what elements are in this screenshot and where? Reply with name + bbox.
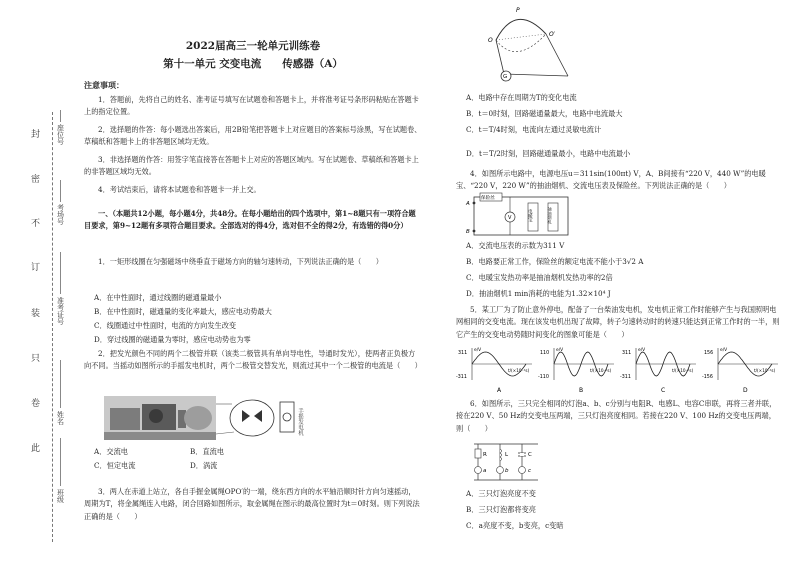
figure-label: 保险丝	[481, 196, 495, 201]
q5-stem: 5．某工厂为了防止意外停电，配备了一台柴油发电机，发电机正常工作时能够产生与我国照明电网相同的交变电流。现在该发电机出现了故障，转子匀速转动时的转速只能达到正常工作时的一半，则它产生的交变电动势随时间变化的图象可能是（ ）	[456, 305, 780, 339]
inductor-icon	[500, 449, 502, 461]
q6-option-a[interactable]: A．三只灯泡亮度不变	[466, 489, 536, 498]
q2-option-d[interactable]: D．涡流	[190, 461, 218, 470]
seal-char: 密	[31, 175, 41, 185]
q1-stem: 1．一矩形线圈在匀强磁场中绕垂直于磁场方向的轴匀速转动，下列说法正确的是（ ）	[98, 257, 383, 266]
field-label-exam-id: 准考证号	[57, 297, 64, 326]
figure-label: O	[488, 37, 493, 44]
section-heading: 一、（本题共12小题，每小题4分，共48分。在每小题给出的四个选项中，第1~8题只有一项符合题目要求，第9~12题有多项符合题目要求。全部选对的得4分，选对但不全的得2分，有选错的得0分）	[84, 209, 416, 231]
q5-graph-label: B	[579, 387, 584, 394]
right-column	[456, 0, 786, 562]
q5-ylabel: e/V	[720, 348, 728, 353]
seal-line	[52, 112, 53, 542]
q4-stem: 4．如图所示电路中，电源电压u＝311sin(100πt) V，A、B间接有“220 V，440 W”的电暖宝、“220 V，220 W”的抽油烟机、交流电压表及保险丝。下列说法正确的是（ ）	[456, 169, 766, 191]
name-field[interactable]	[60, 360, 61, 408]
q5-xlabel: t/(×10⁻²s)	[508, 368, 530, 373]
q6-option-c[interactable]: C．a亮度不变，b变亮，c变暗	[466, 521, 564, 530]
figure-label: a	[483, 468, 487, 474]
q5-xlabel: t/(×10⁻²s)	[754, 368, 776, 373]
figure-label: A	[466, 201, 470, 207]
figure-label: R	[483, 452, 487, 458]
seal-char: 只	[31, 354, 41, 364]
figure-label: b	[505, 468, 509, 474]
lamp-c-icon	[519, 467, 526, 474]
lamp-a-icon	[475, 467, 482, 474]
notice-item: 4．考试结束后，请将本试题卷和答题卡一并上交。	[98, 185, 261, 194]
q5-trough-label: -311	[620, 375, 631, 380]
q6-option-b[interactable]: B．三只灯泡都将变亮	[466, 505, 536, 514]
q2-stem: 2．把发光颜色不同的两个二极管并联（该类二极管具有单向导电性，导通时发光），使两者正负极方向不同。当摇动如图所示的手摇发电机时，两个二极管交替发光，则流过其中一个二极管的电流是（ ）	[84, 349, 422, 371]
seat-field[interactable]	[60, 110, 61, 122]
exam-id-field[interactable]	[60, 252, 61, 294]
seal-char: 封	[31, 130, 41, 140]
q3-stem: 3．两人在赤道上站立，各自手握金属绳OPO′的一端，绕东西方向的水平轴沿顺时针方向匀速摇动，周期为T，将金属绳连入电路，闭合回路如图所示，取金属绳在图示的最高位置时为t＝0时刻。则下列说法正确的是（ ）	[84, 487, 420, 521]
q1-option-a[interactable]: A．在中性面时，通过线圈的磁通量最小	[94, 293, 222, 302]
figure-label: c	[528, 468, 532, 474]
figure-label: L	[505, 452, 509, 458]
q4-circuit	[466, 193, 576, 239]
seal-char: 装	[31, 309, 41, 319]
q4-option-b[interactable]: B．电路要正常工作，保险丝的额定电流不能小于3√2 A	[466, 257, 644, 266]
notice-heading: 注意事项：	[84, 80, 124, 90]
q5-trough-label: -311	[456, 375, 467, 380]
seal-char: 卷	[31, 399, 41, 409]
q3-figure	[476, 4, 586, 84]
q5-xlabel: t/(×10⁻²s)	[590, 368, 612, 373]
q2-option-a[interactable]: A．交流电	[94, 447, 128, 456]
figure-label: G	[503, 74, 508, 80]
left-column	[80, 0, 426, 562]
figure-label: C	[528, 452, 532, 458]
field-label-name: 姓名	[57, 411, 64, 426]
q3-option-b[interactable]: B．t＝0时刻，回路磁通量最大，电路中电流最大	[466, 109, 623, 118]
seal-char: 订	[31, 263, 41, 273]
figure-label: P	[516, 7, 520, 14]
q5-peak-label: 311	[458, 351, 468, 356]
figure-label: V	[508, 215, 512, 221]
q6-stem: 6．如图所示，三只完全相同的灯泡a、b、c分别与电阻R、电感L、电容C串联，再将三者并联，接在220 V、50 Hz的交变电压两端，三只灯泡亮度相同。若接在220 V、100 Hz的交变电压两端，则（ ）	[456, 399, 777, 433]
q4-option-c[interactable]: C．电暖宝发热功率是抽油烟机发热功率的2倍	[466, 273, 613, 282]
q5-peak-label: 311	[622, 351, 632, 356]
schematic-box	[280, 402, 294, 432]
field-label-class: 班级	[57, 489, 64, 504]
notice-item: 1．答题前，先将自己的姓名、准考证号填写在试题卷和答题卡上，并将准考证号条形码粘贴在答题卡上的指定位置。	[84, 95, 419, 117]
lamp-b-icon	[497, 467, 504, 474]
q5-ylabel: e/V	[474, 348, 482, 353]
q5-graph-label: C	[661, 387, 666, 394]
seal-char: 不	[31, 219, 41, 229]
paper-subtitle: 第十一单元 交变电流 传感器（A）	[163, 58, 343, 70]
figure-label: 抽油烟机	[547, 207, 553, 224]
notice-item: 3．非选择题的作答：用签字笔直接答在答题卡上对应的答题区域内。写在试题卷、草稿纸和答题卡上的非答题区域均无效。	[84, 155, 419, 177]
q2-figure	[104, 394, 324, 442]
q2-option-c[interactable]: C．恒定电流	[94, 461, 136, 470]
q5-ylabel: e/V	[556, 348, 564, 353]
figure-label: 手摇发电机	[297, 408, 303, 436]
figure-label: O′	[549, 31, 556, 38]
notice-item: 2．选择题的作答：每小题选出答案后，用2B铅笔把答题卡上对应题目的答案标号涂黑，写在试题卷、草稿纸和答题卡上的非答题区域均无效。	[84, 125, 422, 147]
q5-graphs	[458, 346, 782, 396]
field-label-room: 考场号	[57, 204, 64, 226]
q5-trough-label: -110	[538, 375, 549, 380]
q5-xlabel: t/(×10⁻²s)	[672, 368, 694, 373]
q5-trough-label: -156	[702, 375, 713, 380]
q6-circuit	[468, 440, 564, 484]
resistor-icon	[475, 449, 481, 458]
class-field[interactable]	[60, 438, 61, 486]
q1-option-b[interactable]: B．在中性面时，磁通量的变化率最大，感应电动势最大	[94, 307, 272, 316]
q4-option-a[interactable]: A．交流电压表的示数为311 V	[466, 241, 565, 250]
magnifier-ellipse	[230, 400, 274, 436]
binding-strip	[0, 0, 70, 562]
q2-option-b[interactable]: B．直流电	[190, 447, 225, 456]
q3-option-c[interactable]: C．t＝T/4时刻，电流向左通过灵敏电流计	[466, 125, 602, 134]
figure-label: B	[466, 229, 470, 235]
q3-option-d[interactable]: D．t＝T/2时刻，回路磁通量最小，电路中电流最小	[466, 149, 631, 158]
figure-label: 电暖宝	[527, 209, 533, 223]
q4-option-d[interactable]: D．抽油烟机1 min消耗的电能为1.32×10⁴ J	[466, 289, 611, 298]
field-label-seat: 座位号	[57, 124, 64, 146]
seal-char: 此	[31, 444, 41, 454]
paper-title: 2022届高三一轮单元训练卷	[185, 40, 321, 52]
q5-peak-label: 156	[704, 351, 714, 356]
q1-option-c[interactable]: C．线圈通过中性面时，电流的方向发生改变	[94, 321, 237, 330]
q5-ylabel: e/V	[638, 348, 646, 353]
q5-graph-label: A	[497, 387, 502, 394]
q5-peak-label: 110	[540, 351, 550, 356]
q3-option-a[interactable]: A．电路中存在周期为T的变化电流	[466, 93, 577, 102]
q1-option-d[interactable]: D．穿过线圈的磁通量为零时，感应电动势也为零	[94, 335, 251, 344]
q5-graph-label: D	[743, 387, 748, 394]
room-field[interactable]	[60, 180, 61, 202]
